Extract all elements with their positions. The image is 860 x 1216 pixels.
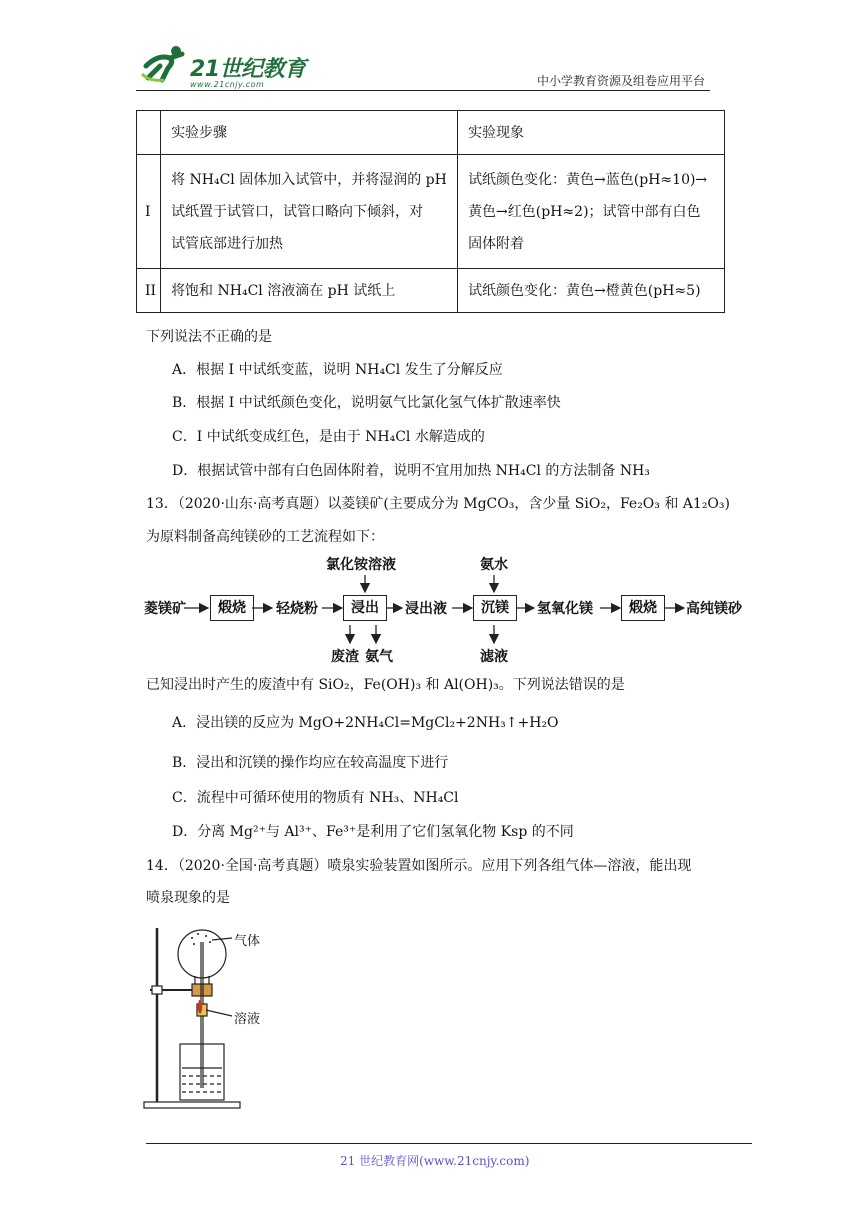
q13-stem-line2: 为原料制备高纯镁砂的工艺流程如下：	[146, 529, 384, 545]
flow-end-label: 高纯镁砂	[686, 601, 742, 617]
header-rule	[136, 90, 710, 91]
step-line: 将 NH₄Cl 固体加入试管中，并将湿润的 pH	[171, 171, 447, 188]
q13-known: 已知浸出时产生的废渣中有 SiO₂，Fe(OH)₃ 和 Al(OH)₃。下列说法错误的是	[146, 677, 625, 693]
flow-input-nh4cl: 氯化铵溶液	[326, 557, 396, 573]
q13-option-a[interactable]: A．浸出镁的反应为 MgO+2NH₄Cl=MgCl₂+2NH₃↑+H₂O	[172, 715, 559, 731]
row-index: I	[137, 155, 161, 269]
q13-option-b[interactable]: B．浸出和沉镁的操作均应在较高温度下进行	[172, 755, 449, 771]
flow-output-ammonia-gas: 氨气	[365, 649, 393, 665]
flow-light-powder-label: 轻烧粉	[276, 601, 318, 617]
q12-prompt: 下列说法不正确的是	[146, 329, 272, 345]
obs-line: 固体附着	[468, 235, 525, 252]
step-line: 试管底部进行加热	[171, 235, 284, 252]
table-header-cell: 实验步骤	[161, 111, 458, 155]
q12-option-c[interactable]: C．I 中试纸变成红色，是由于 NH₄Cl 水解造成的	[172, 429, 485, 445]
row-index: II	[137, 269, 161, 313]
q13-stem-line1: 13．（2020·山东·高考真题）以菱镁矿(主要成分为 MgCO₃，含少量 SiO₂，Fe₂O₃ 和 A1₂O₃)	[146, 496, 730, 512]
q12-option-b[interactable]: B．根据 I 中试纸颜色变化，说明氨气比氯化氢气体扩散速率快	[172, 395, 561, 411]
obs-line: 试纸颜色变化：黄色→橙黄色(pH≈5)	[468, 282, 701, 299]
observation-cell	[458, 155, 725, 269]
header-platform-text: 中小学教育资源及组卷应用平台	[537, 74, 706, 88]
obs-line: 黄色→红色(pH≈2)；试管中部有白色	[468, 203, 701, 220]
label-gas: 气体	[234, 934, 261, 949]
q13-option-c[interactable]: C．流程中可循环使用的物质有 NH₃、NH₄Cl	[172, 790, 459, 806]
flow-input-ammonia: 氨水	[480, 557, 508, 573]
q14-stem-line2: 喷泉现象的是	[146, 890, 230, 906]
logo-text: 21世纪教育	[190, 57, 306, 82]
flow-box-calcine-2: 煅烧	[621, 595, 665, 621]
experiment-table	[136, 110, 725, 313]
flow-mg-hydroxide-label: 氢氧化镁	[537, 601, 593, 617]
flow-output-residue: 废渣	[331, 649, 359, 665]
q12-option-d[interactable]: D．根据试管中部有白色固体附着，说明不宜用加热 NH₄Cl 的方法制备 NH₃	[172, 463, 650, 479]
footer-text[interactable]: 21 世纪教育网(www.21cnjy.com)	[340, 1154, 530, 1168]
table-header-cell: 实验现象	[458, 111, 725, 155]
step-cell	[161, 155, 458, 269]
q12-option-a[interactable]: A．根据 I 中试纸变蓝，说明 NH₄Cl 发生了分解反应	[172, 362, 503, 378]
obs-line: 试纸颜色变化：黄色→蓝色(pH≈10)→	[468, 171, 708, 188]
table-row	[137, 269, 725, 313]
table-row	[137, 155, 725, 269]
q13-option-d[interactable]: D．分离 Mg²⁺与 Al³⁺、Fe³⁺是利用了它们氢氧化物 Ksp 的不同	[172, 824, 574, 840]
flow-start-label: 菱镁矿	[144, 601, 186, 617]
flow-box-leach: 浸出	[343, 595, 387, 621]
observation-cell	[458, 269, 725, 313]
step-line: 将饱和 NH₄Cl 溶液滴在 pH 试纸上	[171, 282, 396, 299]
label-solution: 溶液	[234, 1012, 261, 1027]
footer-rule	[146, 1143, 752, 1144]
runner-logo-icon	[140, 44, 186, 84]
step-line: 试纸置于试管口，试管口略向下倾斜，对	[171, 203, 424, 220]
flow-box-precipitate: 沉镁	[473, 595, 517, 621]
logo-url: www.21cnjy.com	[190, 80, 265, 89]
step-cell	[161, 269, 458, 313]
flow-box-calcine-1: 煅烧	[210, 595, 254, 621]
table-header-row	[137, 111, 725, 155]
flow-output-filtrate: 滤液	[480, 649, 508, 665]
table-header-cell	[137, 111, 161, 155]
q14-stem-line1: 14．（2020·全国·高考真题）喷泉实验装置如图所示。应用下列各组气体—溶液，能出现	[146, 858, 692, 874]
flow-leachate-label: 浸出液	[405, 601, 447, 617]
